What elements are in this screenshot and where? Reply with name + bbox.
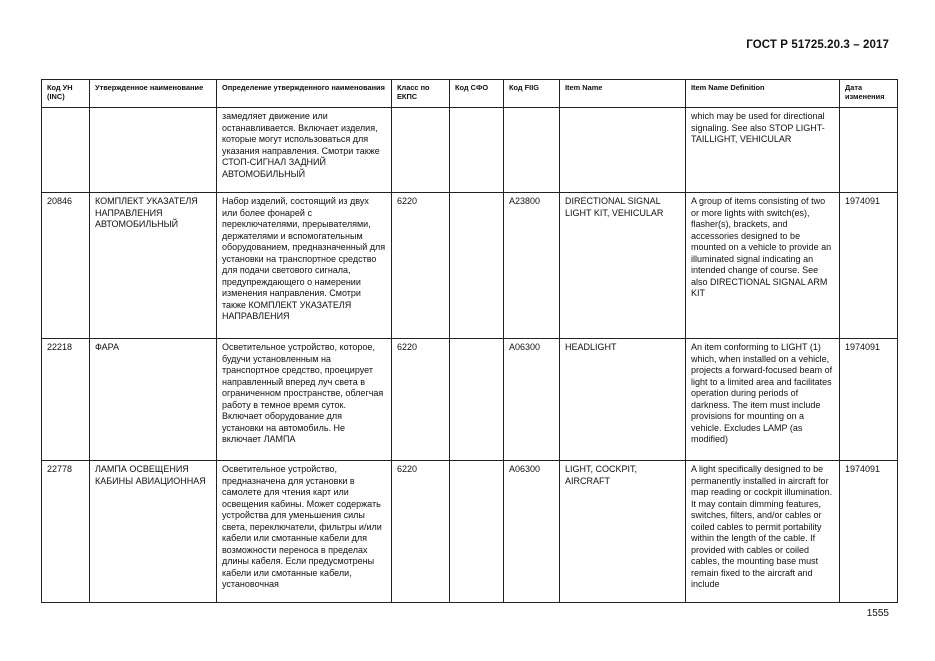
cell-inc <box>42 108 90 193</box>
cell-definition-en: which may be used for directional signaling. See also STOP LIGHT-TAILLIGHT, VEHICULAR <box>686 108 840 193</box>
items-table <box>41 79 898 603</box>
cell-definition-en: A group of items consisting of two or more lights with switch(es), flasher(s), brackets, and accessories designed to be mounted on a vehicle to provide an illuminated signal indicating an intended change of course. See also DIRECTIONAL SIGNAL ARM KIT <box>686 193 840 339</box>
cell-inc: 22778 <box>42 461 90 603</box>
cell-name-ru: КОМПЛЕКТ УКАЗАТЕЛЯ НАПРАВЛЕНИЯ АВТОМОБИЛЬНЫЙ <box>90 193 217 339</box>
cell-date: 1974091 <box>840 461 898 603</box>
cell-definition-ru: Осветительное устройство, предназначена для установки в самолете для чтения карт или освещения кабины. Может содержать устройства для уменьшения силы света, переключатели, фильтры и/или кабели или смотанные кабели для возможности переноса в пределах длины кабеля. Если предусмотрены кабели или смотанные кабели, установочная <box>217 461 392 603</box>
page-number: 1555 <box>866 608 889 619</box>
cell-inc: 22218 <box>42 339 90 461</box>
cell-definition-ru: Осветительное устройство, которое, будучи установленным на транспортное средство, проецирует направленный вперед луч света в ограниченном пространстве, облегчая работу в темное время суток. Включает оборудование для установки на автомобиль. Не включает ЛАМПА <box>217 339 392 461</box>
cell-sfo <box>450 108 504 193</box>
cell-class: 6220 <box>392 339 450 461</box>
table-row <box>42 193 898 339</box>
cell-name-ru: ЛАМПА ОСВЕЩЕНИЯ КАБИНЫ АВИАЦИОННАЯ <box>90 461 217 603</box>
cell-sfo <box>450 461 504 603</box>
cell-date: 1974091 <box>840 339 898 461</box>
cell-definition-en: An item conforming to LIGHT (1) which, when installed on a vehicle, projects a forward-focused beam of light to a limited area and facilitates operation during periods of darkness. The item must include provisions for mounting on a vehicle. Excludes LAMP (as modified) <box>686 339 840 461</box>
cell-name-en <box>560 108 686 193</box>
cell-date: 1974091 <box>840 193 898 339</box>
cell-name-en: LIGHT, COCKPIT, AIRCRAFT <box>560 461 686 603</box>
table-row <box>42 339 898 461</box>
cell-fiig: A06300 <box>504 339 560 461</box>
cell-definition-ru: Набор изделий, состоящий из двух или более фонарей с переключателями, прерывателями, держателями и вспомогательным оборудованием, предназначенный для установки на транспортное средство для подачи светового сигнала, предупреждающего о намерении изменения направления. Смотри также КОМПЛЕКТ УКАЗАТЕЛЯ НАПРАВЛЕНИЯ <box>217 193 392 339</box>
document-header-standard: ГОСТ Р 51725.20.3 – 2017 <box>746 39 889 51</box>
cell-name-en: HEADLIGHT <box>560 339 686 461</box>
cell-name-ru <box>90 108 217 193</box>
table-header-row <box>42 80 898 108</box>
cell-class <box>392 108 450 193</box>
cell-fiig: A23800 <box>504 193 560 339</box>
cell-class: 6220 <box>392 193 450 339</box>
col-header-item-name: Item Name <box>560 80 686 108</box>
cell-fiig <box>504 108 560 193</box>
col-header-sfo-code: Код СФО <box>450 80 504 108</box>
col-header-inc: Код УН (INC) <box>42 80 90 108</box>
col-header-fiig-code: Код FIIG <box>504 80 560 108</box>
cell-fiig: A06300 <box>504 461 560 603</box>
col-header-approved-name: Утвержденное наименование <box>90 80 217 108</box>
table-row <box>42 461 898 603</box>
cell-name-en: DIRECTIONAL SIGNAL LIGHT KIT, VEHICULAR <box>560 193 686 339</box>
table-row <box>42 108 898 193</box>
cell-date <box>840 108 898 193</box>
cell-sfo <box>450 339 504 461</box>
cell-definition-ru: замедляет движение или останавливается. Включает изделия, которые могут использоваться для указания направления. Смотри также СТОП-СИГНАЛ ЗАДНИЙ АВТОМОБИЛЬНЫЙ <box>217 108 392 193</box>
col-header-ekps-class: Класс по ЕКПС <box>392 80 450 108</box>
col-header-change-date: Дата изменения <box>840 80 898 108</box>
cell-sfo <box>450 193 504 339</box>
col-header-approved-definition: Определение утвержденного наименования <box>217 80 392 108</box>
cell-inc: 20846 <box>42 193 90 339</box>
cell-class: 6220 <box>392 461 450 603</box>
col-header-item-name-definition: Item Name Definition <box>686 80 840 108</box>
cell-definition-en: A light specifically designed to be permanently installed in aircraft for map reading or cockpit illumination. It may contain dimming features, switches, filters, and/or cables or coiled cables to permit portability within the length of the cable. If provided with cables or coiled cables, the mounting base must remain fixed to the aircraft and include <box>686 461 840 603</box>
cell-name-ru: ФАРА <box>90 339 217 461</box>
